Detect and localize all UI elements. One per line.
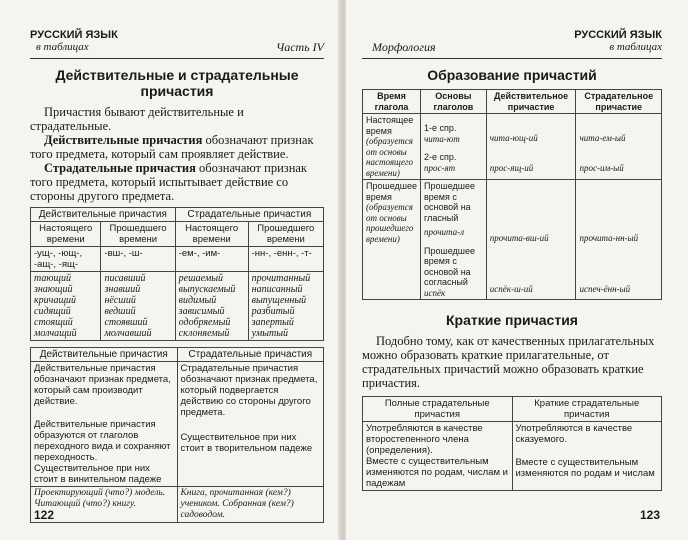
text-block: Вместе с существительным изменяются по родам, числам и падежам bbox=[366, 456, 508, 489]
col-short: Краткие страдательные причастия bbox=[512, 397, 662, 422]
active-definition bbox=[30, 133, 324, 161]
text-block: Действительные причастия образуются от глаголов переходного вида и сохраняют переходность. bbox=[34, 419, 171, 463]
suffix-cell: -ущ-, -ющ-, -ащ-, -ящ- bbox=[31, 247, 101, 272]
example-word: молчащий bbox=[34, 328, 77, 339]
tense-note: (образуется от основы прошедшего времени) bbox=[366, 202, 414, 244]
short-cell bbox=[512, 422, 662, 491]
page-number: 123 bbox=[639, 508, 660, 522]
example-word: видимый bbox=[178, 295, 217, 306]
example-cell bbox=[175, 272, 248, 341]
bases-cell bbox=[421, 114, 487, 180]
short-participles-title: Краткие причастия bbox=[446, 312, 578, 328]
example-word: стоявший bbox=[104, 317, 148, 328]
full-cell bbox=[363, 422, 513, 491]
page-number: 122 bbox=[34, 508, 55, 522]
example-word: знающий bbox=[34, 284, 73, 295]
tense-cell bbox=[363, 180, 421, 300]
text-block: Вместе с существительным изменяются по родам и числам bbox=[515, 457, 655, 479]
passive-def-text: обозначают признак того предмета, который испытывает действие со стороны другого предмета. bbox=[30, 161, 308, 203]
form-example: прочита-нн-ый bbox=[579, 233, 639, 243]
col-full: Полные страдательные причастия bbox=[363, 397, 513, 422]
col-bases: Основы глаголов bbox=[421, 90, 487, 114]
base-example: прос-ят bbox=[424, 162, 456, 173]
suffix-table bbox=[30, 207, 324, 341]
example-word: выпускаемый bbox=[178, 284, 236, 295]
bases-cell bbox=[421, 180, 487, 300]
tense-name: Прошедшее время bbox=[366, 181, 417, 202]
example-word: кричащий bbox=[34, 295, 76, 306]
conjugation-label: 1-е спр. bbox=[424, 123, 457, 133]
suffix-cell: -вш-, -ш- bbox=[101, 247, 175, 272]
form-example: испеч-ённ-ый bbox=[579, 283, 631, 294]
part-label: Часть IV bbox=[275, 40, 324, 54]
text-block: Действительные причастия обозначают признак предмета, который сам производит действие. bbox=[34, 363, 171, 407]
example-word: умытый bbox=[251, 328, 288, 339]
base-example: прочита-л bbox=[424, 227, 465, 237]
col-passive: Страдательные причастия bbox=[177, 348, 324, 362]
example-word: одобряемый bbox=[178, 317, 231, 328]
example-cell bbox=[101, 272, 175, 341]
example-word: тающий bbox=[34, 273, 71, 284]
example-word: решаемый bbox=[178, 273, 224, 284]
form-example: чита-ем-ый bbox=[579, 133, 626, 143]
active-cell bbox=[486, 180, 576, 300]
col-active: Действительные причастия bbox=[31, 348, 178, 362]
passive-example: Книга, прочитанная (кем?) учеником. Собранная (кем?) садоводом. bbox=[177, 487, 324, 523]
sub-header: Настоящего времени bbox=[175, 222, 248, 247]
left-header bbox=[30, 28, 324, 59]
passive-cell bbox=[576, 180, 662, 300]
formation-title: Образование причастий bbox=[427, 67, 597, 83]
example-word: молчавший bbox=[104, 328, 152, 339]
passive-cell bbox=[576, 114, 662, 180]
text-block: Употребляются в качестве второстепенного члена (определения). bbox=[366, 423, 483, 456]
form-example: испёк-ш-ий bbox=[489, 283, 533, 294]
col-passive: Страдательные причастия bbox=[175, 208, 323, 222]
suffix-cell: -ем-, -им- bbox=[175, 247, 248, 272]
example-word: ведший bbox=[104, 306, 136, 317]
example-cell bbox=[31, 272, 101, 341]
example-word: сидящий bbox=[34, 306, 71, 317]
sub-header: Прошедшего времени bbox=[101, 222, 175, 247]
text-block: Существительное при них стоит в творительном падеже bbox=[180, 432, 313, 454]
col-active: Действительные причастия bbox=[31, 208, 176, 222]
active-cell bbox=[486, 114, 576, 180]
sub-header: Прошедшего времени bbox=[248, 222, 323, 247]
text-block: Употребляются в качестве сказуемого. bbox=[515, 423, 633, 445]
example-word: знавший bbox=[104, 284, 141, 295]
series-brand: РУССКИЙ ЯЗЫК bbox=[30, 29, 118, 41]
example-word: склоняемый bbox=[178, 328, 230, 339]
passive-term: Страдательные причастия bbox=[44, 161, 196, 175]
text-block: Существительное при них стоит в винительном падеже bbox=[34, 463, 162, 485]
col-tense: Время глагола bbox=[363, 90, 421, 114]
base-example: испёк bbox=[424, 287, 446, 298]
series-subtitle: в таблицах bbox=[609, 41, 662, 53]
right-header bbox=[362, 28, 662, 59]
active-description bbox=[31, 362, 178, 487]
text-block: Страдательные причастия обозначают признак предмета, который подвергается действию со стороны другого предмета. bbox=[180, 363, 318, 418]
formation-table bbox=[362, 89, 662, 300]
active-term: Действительные причастия bbox=[44, 133, 203, 147]
form-example: прос-им-ый bbox=[579, 162, 624, 173]
example-word: писавший bbox=[104, 273, 146, 284]
example-word: разбитый bbox=[251, 306, 295, 317]
example-word: выпущенный bbox=[251, 295, 307, 306]
short-participles-paragraph: Подобно тому, как от качественных прилагательных можно образовать краткие прилагательные, от страдательных причастий можно образовать краткие причастия. bbox=[362, 334, 655, 390]
form-example: прочита-вш-ий bbox=[489, 233, 549, 243]
form-example: прос-ящ-ий bbox=[489, 162, 534, 173]
base-description: Прошедшее время с основой на гласный bbox=[424, 181, 475, 223]
tense-name: Настоящее время bbox=[366, 115, 414, 136]
example-word: написанный bbox=[251, 284, 303, 295]
base-example: чита-ют bbox=[424, 133, 460, 144]
form-example: чита-ющ-ий bbox=[489, 133, 538, 143]
conjugation-label: 2-е спр. bbox=[424, 152, 457, 162]
example-cell bbox=[248, 272, 323, 341]
suffix-cell: -нн-, -енн-, -т- bbox=[248, 247, 323, 272]
col-passive: Страдательное причастие bbox=[576, 90, 662, 114]
base-description: Прошедшее время с основой на согласный bbox=[424, 245, 475, 287]
left-page bbox=[0, 0, 340, 540]
col-active: Действительное причастие bbox=[486, 90, 576, 114]
series-brand: РУССКИЙ ЯЗЫК bbox=[574, 29, 662, 41]
example-word: запертый bbox=[251, 317, 294, 328]
comparison-table bbox=[30, 347, 324, 523]
example-word: стоящий bbox=[34, 317, 73, 328]
tense-cell bbox=[363, 114, 421, 180]
example-word: прочитанный bbox=[251, 273, 311, 284]
series-subtitle: в таблицах bbox=[36, 41, 89, 53]
tense-note: (образуется от основы настоящего времени) bbox=[366, 136, 414, 178]
section-label: Морфология bbox=[372, 40, 436, 54]
passive-description bbox=[177, 362, 324, 487]
active-def-text: обозначают признак того предмета, который сам проявляет действие. bbox=[30, 133, 314, 161]
active-example: Проектирующий (что?) модель. Читающий (что?) книгу. bbox=[31, 487, 178, 523]
sub-header: Настоящего времени bbox=[31, 222, 101, 247]
short-participles-table bbox=[362, 396, 662, 491]
passive-definition bbox=[30, 161, 324, 203]
right-page bbox=[346, 0, 688, 540]
example-word: зависимый bbox=[178, 306, 225, 317]
example-word: нёсший bbox=[104, 295, 136, 306]
intro-paragraph: Причастия бывают действительные и страдательные. bbox=[30, 105, 244, 133]
left-title: Действительные и страдательные причастия bbox=[55, 67, 299, 99]
